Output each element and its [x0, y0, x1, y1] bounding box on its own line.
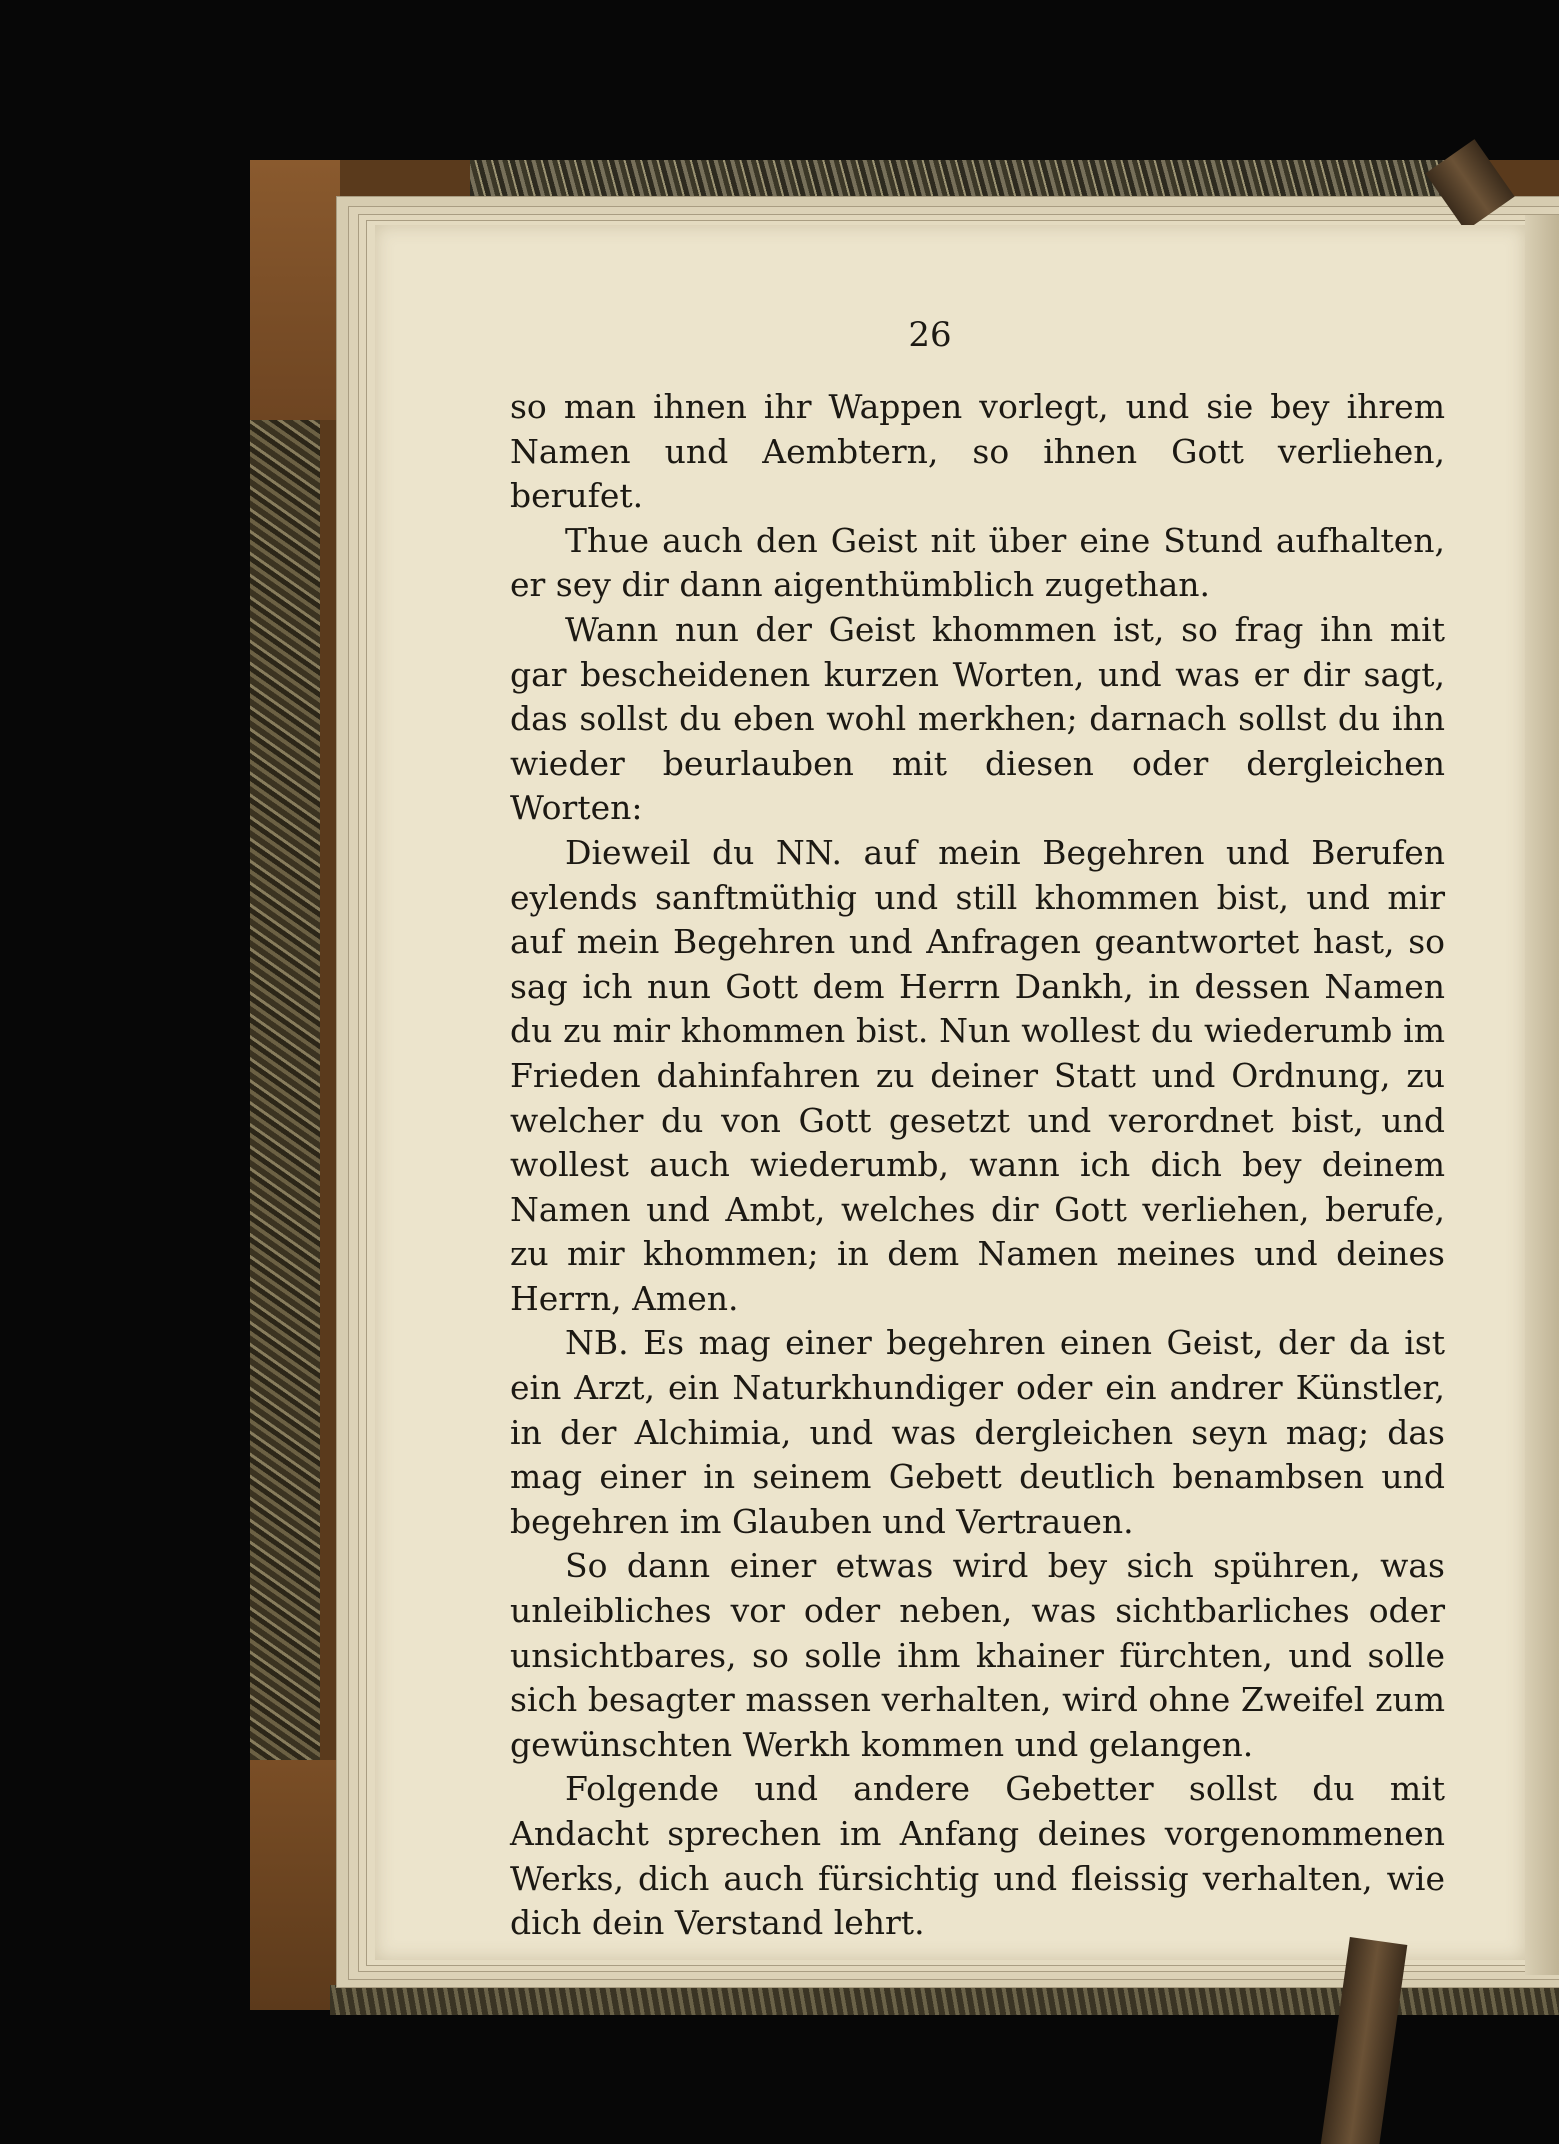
marbled-board-left [250, 420, 320, 1760]
marbled-board-top [470, 160, 1470, 198]
paragraph: Thue auch den Geist nit über eine Stund aufhalten, er sey dir dann aigenthümblich zugethan. [510, 520, 1445, 605]
paragraph: So dann einer etwas wird bey sich spühren, was unleibliches vor oder neben, was sichtbarliches oder unsichtbares, so solle ihm khainer fürchten, und solle sich besagter massen verhalten, wird ohne Zweifel zum gewünschten Werkh kommen und gelangen. [510, 1546, 1445, 1764]
paragraph: Folgende und andere Gebetter sollst du mit Andacht sprechen im Anfang deines vorgenommenen Werks, dich auch fürsichtig und fleissig verhalten, wie dich dein Verstand lehrt. [510, 1769, 1445, 1943]
leather-corner-top [250, 160, 340, 420]
page-number: 26 [908, 315, 952, 355]
paragraph: Wann nun der Geist khommen ist, so frag ihn mit gar bescheidenen kurzen Worten, und was er dir sagt, das sollst du eben wohl merkhen; darnach sollst du ihn wieder beurlauben mit diesen oder dergleichen Worten: [510, 609, 1445, 828]
book-page [375, 225, 1525, 1960]
page-body-text [510, 385, 1445, 1946]
page-gutter-shadow [1525, 215, 1559, 1975]
paragraph: Dieweil du NN. auf mein Begehren und Berufen eylends sanftmüthig und still khommen bist, und mir auf mein Begehren und Anfragen geantwortet hast, so sag ich nun Gott dem Herrn Dankh, in dessen Namen du zu mir khommen bist. Nun wollest du wiederumb im Frieden dahinfahren zu deiner Statt und Ordnung, zu welcher du von Gott gesetzt und verordnet bist, und wollest auch wiederumb, wann ich dich bey deinem Namen und Ambt, welches dir Gott verliehen, berufe, zu mir khommen; in dem Namen meines und deines Herrn, Amen. [510, 832, 1445, 1318]
paragraph: so man ihnen ihr Wappen vorlegt, und sie bey ihrem Namen und Aembtern, so ihnen Gott verliehen, berufet. [510, 387, 1445, 516]
paragraph: NB. Es mag einer begehren einen Geist, der da ist ein Arzt, ein Naturkhundiger oder ein andrer Künstler, in der Alchimia, und was dergleichen seyn mag; das mag einer in seinem Gebett deutlich benambsen und begehren im Glauben und Vertrauen. [510, 1323, 1445, 1541]
